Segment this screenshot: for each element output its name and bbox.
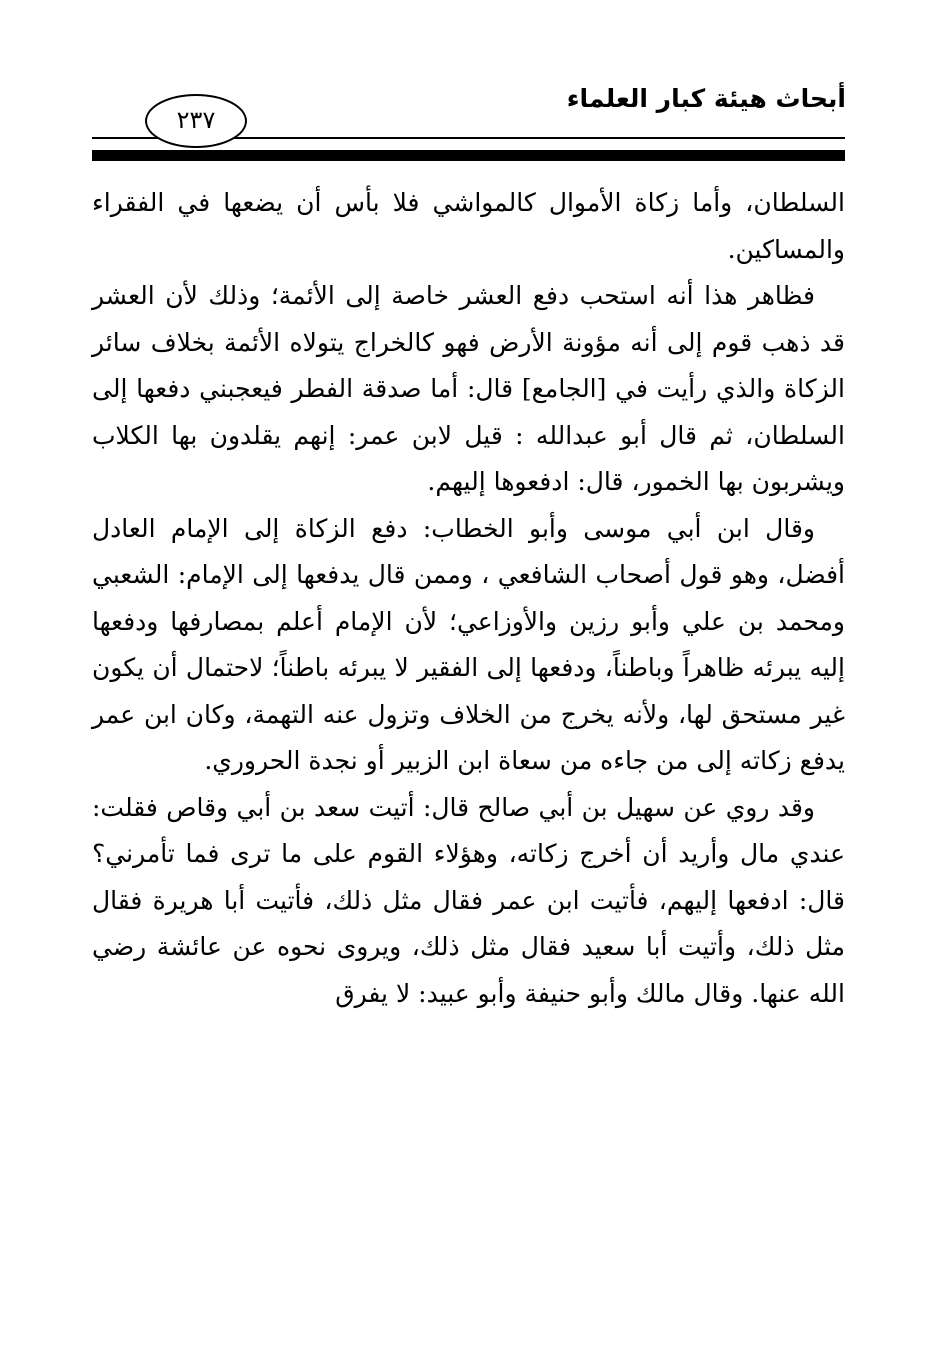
paragraph: فظاهر هذا أنه استحب دفع العشر خاصة إلى الأئمة؛ وذلك لأن العشر قد ذهب قوم إلى أنه مؤونة الأرض فهو كالخراج يتولاه الأئمة بخلاف سائر الزكاة والذي رأيت في [الجامع] قال: أما صدقة الفطر فيعجبني دفعها إلى السلطان، ثم قال أبو عبدالله : قيل لابن عمر: إنهم يقلدون بها الكلاب ويشربون بها الخمور، قال: ادفعوها إليهم. <box>92 281 845 496</box>
book-title: أبحاث هيئة كبار العلماء <box>566 84 846 113</box>
page-header <box>0 0 942 170</box>
page-number: ٢٣٧ <box>176 106 216 134</box>
paragraph: وقال ابن أبي موسى وأبو الخطاب: دفع الزكاة إلى الإمام العادل أفضل، وهو قول أصحاب الشافعي ، وممن قال يدفعها إلى الإمام: الشعبي ومحمد بن علي وأبو رزين والأوزاعي؛ لأن الإمام أعلم بمصارفها ودفعها إليه يبرئه ظاهراً وباطناً، ودفعها إلى الفقير لا يبرئه باطناً؛ لاحتمال أن يكون غير مستحق لها، ولأنه يخرج من الخلاف وتزول عنه التهمة، وكان ابن عمر يدفع زكاته إلى من جاءه من سعاة ابن الزبير أو نجدة الحروري. <box>92 513 845 775</box>
page-body <box>92 180 845 1017</box>
header-thick-rule <box>92 150 845 161</box>
page-number-oval <box>145 94 247 148</box>
paragraph: وقد روي عن سهيل بن أبي صالح قال: أتيت سعد بن أبي وقاص فقلت: عندي مال وأريد أن أخرج زكاته، وهؤلاء القوم على ما ترى فما تأمرني؟ قال: ادفعها إليهم، فأتيت ابن عمر فقال مثل ذلك، فأتيت أبا هريرة فقال مثل ذلك، وأتيت أبا سعيد فقال مثل ذلك، ويروى نحوه عن عائشة رضي الله عنها. وقال مالك وأبو حنيفة وأبو عبيد: لا يفرق <box>92 792 845 1008</box>
paragraph-continuation: السلطان، وأما زكاة الأموال كالمواشي فلا بأس أن يضعها في الفقراء والمساكين. <box>92 188 845 264</box>
